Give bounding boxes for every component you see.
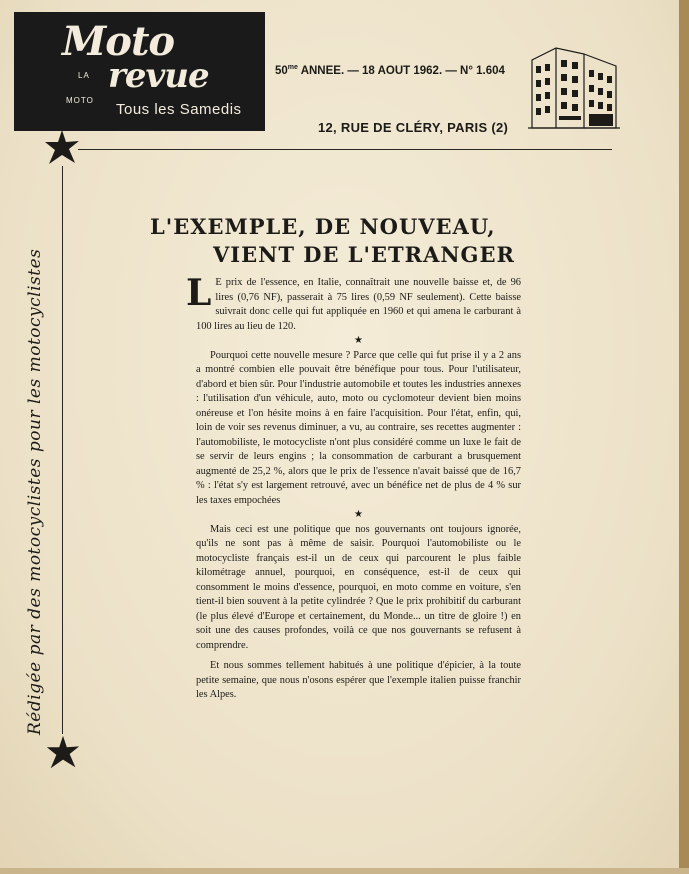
star-separator: ★ <box>354 335 363 346</box>
article-paragraph-4: Et nous sommes tellement habitués à une politique d'épicier, à la toute petite semaine, que nous n'osons espérer que l'exemple italien puisse franchir les Alpes. <box>196 660 521 700</box>
article-paragraph-1 <box>186 272 521 334</box>
drop-cap: L <box>186 272 212 314</box>
page-edge-bottom <box>0 868 689 874</box>
issue-ordinal-sup: me <box>287 64 298 71</box>
article-paragraph-3: Mais ceci est une politique que nos gouvernants ont toujours ignorée, qu'ils ne sont pas à même de saisir. Pourquoi l'automobiliste ou le motocycliste français est-il un de ceux qui parcourent le plus faible kilométrage annuel, pourquoi, en conséquence, est-il de ceux qui consomment le moins d'essence, pourquoi, en moto comme en voiture, s'en tient-il bien souvent à la petite cylindrée ? Que le prix prohibitif du carburant (le plus élevé d'Europe et certainement, du Monde... un titre de gloire !) en soit une des causes profondes, voilà ce que nos gouvernants se refusent à comprendre. <box>196 523 521 651</box>
issue-text: ANNEE. — 18 AOUT 1962. — N° 1.604 <box>297 64 505 77</box>
star-separator: ★ <box>354 509 363 520</box>
logo-tagline: Tous les Samedis <box>116 101 242 118</box>
article-body <box>186 272 521 703</box>
star-ornament-top <box>42 128 82 168</box>
logo-word-moto: Moto <box>62 18 175 65</box>
address: 12, RUE DE CLÉRY, PARIS (2) <box>318 120 509 135</box>
page-edge-right <box>679 0 689 874</box>
article-paragraph-2: Pourquoi cette nouvelle mesure ? Parce que celle qui fut prise il y a 2 ans a montré combien elle pouvait être bénéfique pour tous. Pour l'utilisateur, d'abord et bien sûr. Pour l'industrie automobile et toutes les industries annexes : l'utilisation d'un véhicule, auto, moto ou cyclomoteur devient bien moins onéreuse et l'on hésite moins à en faire l'acquisition. Pour l'état, enfin, qui, loin de voir ses revenus diminuer, a vu, au contraire, ses recettes augmenter : l'automobiliste, le motocycliste n'ont plus considéré comme un luxe le fait de se servir de leurs engins ; la consommation de carburant a brusquement augmenté de 25,2 %, alors que le prix de l'essence n'avait baissé que de 16,7 % : l'état s'y est largement retrouvé, avec un bénéfice net de plus de 4 % sur les taxes empochées <box>196 349 521 506</box>
paragraph-1-text: E prix de l'essence, en Italie, connaîtrait une nouvelle baisse et, de 96 lires (0,76 NF), passerait à 75 lires (0,59 NF seulement). Cette baisse suivrait donc celle qui fut appliquée en 1960 et qui amena le carburant à 100 lires au lieu de 120. <box>196 277 521 332</box>
logo-word-revue: revue <box>108 56 209 96</box>
sidebar-slogan: Rédigée par des motocyclistes pour les motocyclistes <box>25 248 45 735</box>
header-rule <box>78 149 612 150</box>
logo-word-moto-small: MOTO <box>66 96 94 105</box>
sidebar-rule <box>62 166 63 734</box>
article-title-line1: L'EXEMPLE, DE NOUVEAU, <box>150 214 496 239</box>
issue-line <box>275 64 525 77</box>
issue-ordinal: 50 <box>275 64 288 77</box>
moto-revue-logo <box>14 12 265 131</box>
logo-word-la: LA <box>78 71 90 80</box>
star-ornament-bottom <box>44 734 82 772</box>
building-illustration <box>526 40 622 132</box>
article-title-line2: VIENT DE L'ETRANGER <box>213 242 515 267</box>
